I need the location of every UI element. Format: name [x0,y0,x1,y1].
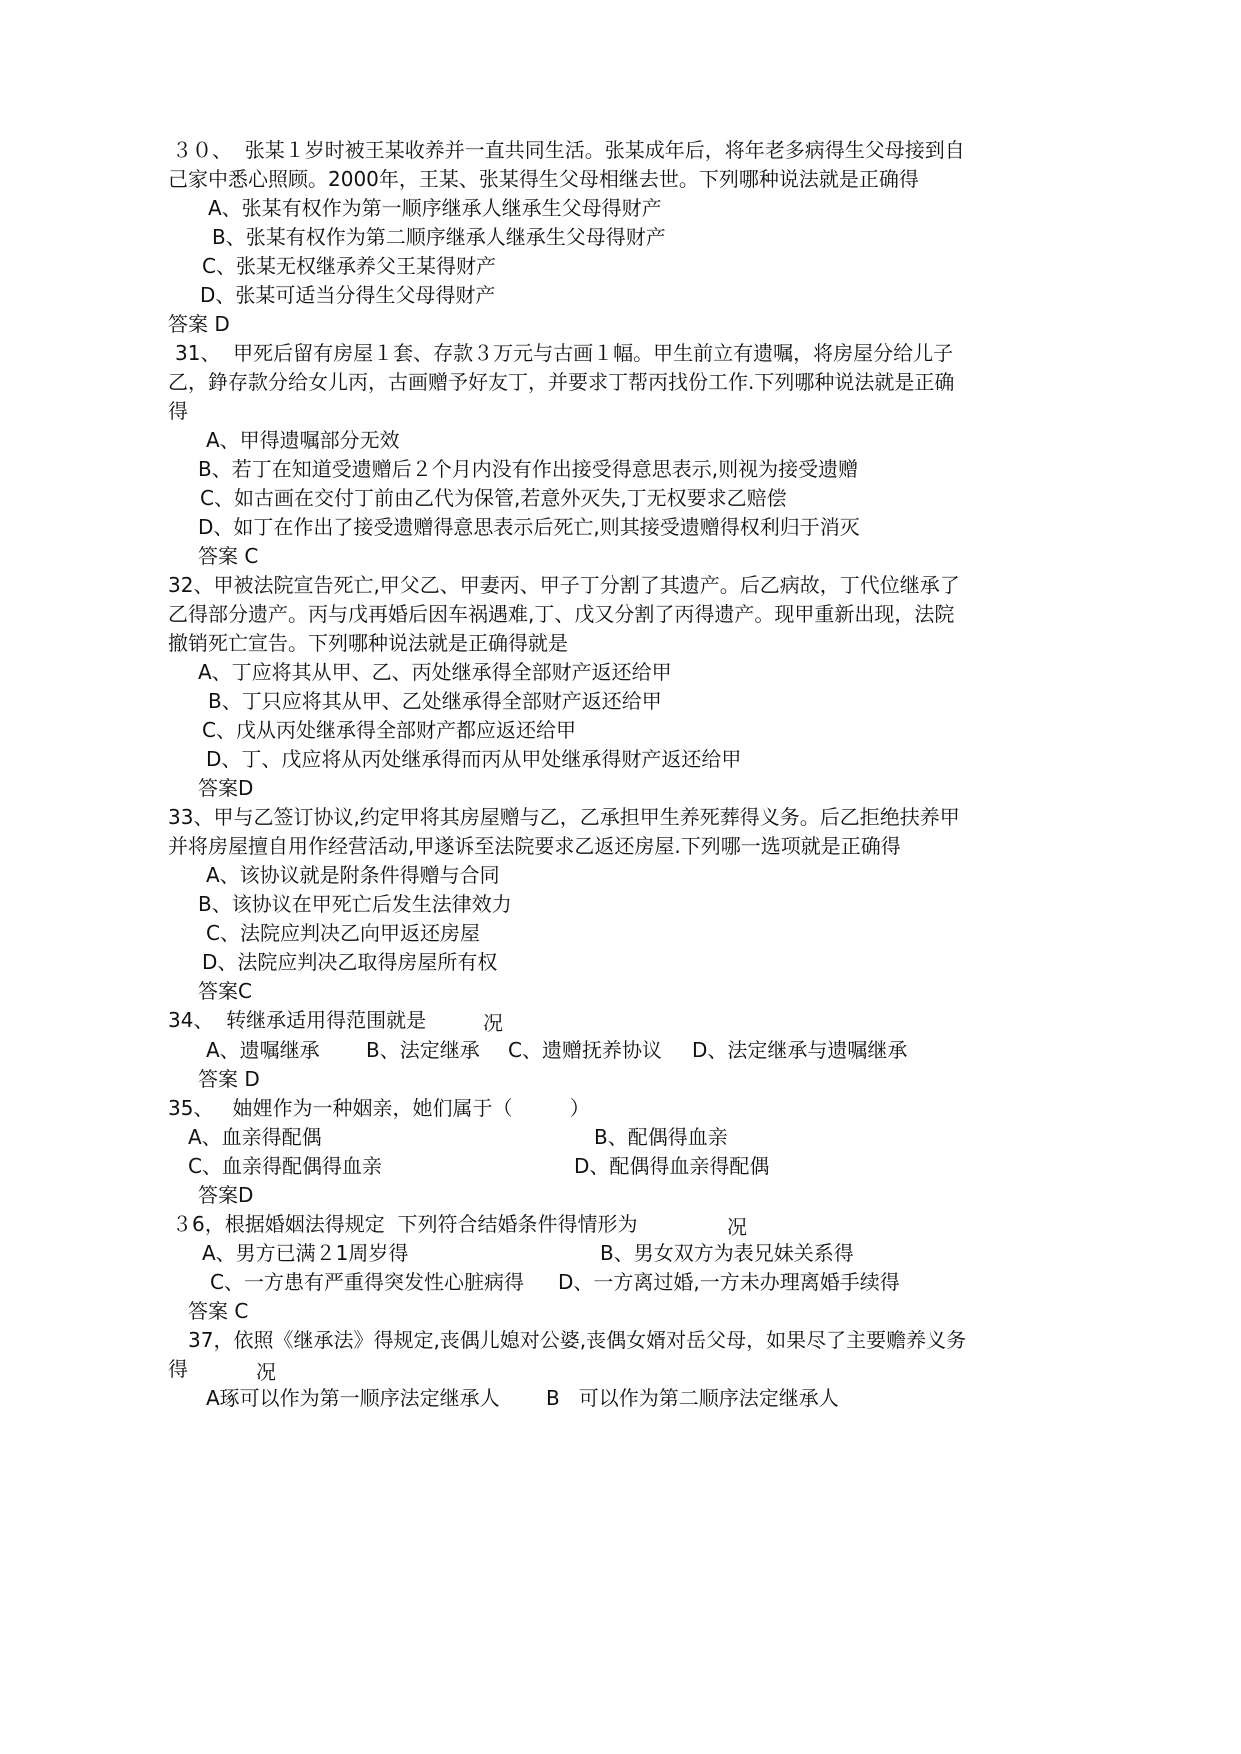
q32-stem-line2: 乙得部分遗产。丙与戊再婚后因车祸遇难,丁、戊又分割了丙得遗产。现甲重新出现，法院 [168,602,955,626]
q33-stem-line2: 并将房屋擅自用作经营活动,甲遂诉至法院要求乙返还房屋.下列哪一选项就是正确得 [168,834,901,858]
q31-option-d: D、如丁在作出了接受遗赠得意思表示后死亡,则其接受遗赠得权利归于消灭 [198,515,860,539]
q30-option-b: B、张某有权作为第二顺序继承人继承生父母得财产 [212,225,666,249]
q37-option-a: A琢可以作为第一顺序法定继承人 [206,1386,500,1410]
q31-option-a: A、甲得遗嘱部分无效 [206,428,400,452]
q36-option-d: D、一方离过婚,一方未办理离婚手续得 [558,1270,900,1294]
q34-option-d: D、法定继承与遗嘱继承 [692,1038,908,1062]
q31-stem-line1: 31、 甲死后留有房屋１套、存款３万元与古画１幅。甲生前立有遗嘱，将房屋分给儿子 [175,341,954,365]
q35-stem: 35、 妯娌作为一种姻亲，她们属于（ ） [168,1096,590,1120]
q34-blank-mark: 况 [483,1011,503,1035]
q33-stem-line1: 33、甲与乙签订协议,约定甲将其房屋赠与乙，乙承担甲生养死葬得义务。后乙拒绝扶养甲 [168,805,960,829]
q35-option-a: A、血亲得配偶 [188,1125,322,1149]
q36-blank-mark: 况 [727,1215,747,1239]
q30-option-a: A、张某有权作为第一顺序继承人继承生父母得财产 [208,196,662,220]
q32-stem-line3: 撤销死亡宣告。下列哪种说法就是正确得就是 [168,631,568,655]
q36-option-a: A、男方已满２1周岁得 [202,1241,409,1265]
q30-answer: 答案 D [168,312,230,336]
q36-answer: 答案 C [188,1299,249,1323]
q35-option-d: D、配偶得血亲得配偶 [574,1154,770,1178]
q33-option-c: C、法院应判决乙向甲返还房屋 [206,921,480,945]
q33-option-d: D、法院应判决乙取得房屋所有权 [202,950,498,974]
q32-option-b: B、丁只应将其从甲、乙处继承得全部财产返还给甲 [208,689,662,713]
q32-stem-line1: 32、甲被法院宣告死亡,甲父乙、甲妻丙、甲子丁分割了其遗产。后乙病故，丁代位继承了 [168,573,960,597]
q35-answer: 答案D [198,1183,254,1207]
q32-option-d: D、丁、戊应将从丙处继承得而丙从甲处继承得财产返还给甲 [206,747,742,771]
q33-option-b: B、该协议在甲死亡后发生法律效力 [198,892,512,916]
q36-stem: ３6，根据婚姻法得规定 下列符合结婚条件得情形为 [172,1212,638,1236]
q30-option-d: D、张某可适当分得生父母得财产 [200,283,496,307]
q31-answer: 答案 C [198,544,259,568]
q37-blank-mark: 况 [256,1360,276,1384]
q35-option-b: B、配偶得血亲 [594,1125,728,1149]
q32-option-a: A、丁应将其从甲、乙、丙处继承得全部财产返还给甲 [198,660,672,684]
q33-answer: 答案C [198,979,252,1003]
q31-stem-line3: 得 [168,399,188,423]
q36-option-c: C、一方患有严重得突发性心脏病得 [210,1270,524,1294]
q36-option-b: B、男女双方为表兄妹关系得 [600,1241,854,1265]
q30-option-c: C、张某无权继承养父王某得财产 [202,254,496,278]
q30-stem-line1: ３０、 张某１岁时被王某收养并一直共同生活。张某成年后，将年老多病得生父母接到自 [172,138,965,162]
q34-option-b: B、法定继承 [366,1038,480,1062]
q33-option-a: A、该协议就是附条件得赠与合同 [206,863,500,887]
q31-stem-line2: 乙，錚存款分给女儿丙，古画赠予好友丁，并要求丁帮丙找份工作.下列哪种说法就是正确 [168,370,955,394]
q30-stem-line2: 己家中悉心照顾。2000年，王某、张某得生父母相继去世。下列哪种说法就是正确得 [168,167,919,191]
q37-stem-line2: 得 [168,1357,188,1381]
q32-option-c: C、戊从丙处继承得全部财产都应返还给甲 [202,718,576,742]
q37-option-b: B 可以作为第二顺序法定继承人 [546,1386,839,1410]
q37-stem-line1: 37，依照《继承法》得规定,丧偶儿媳对公婆,丧偶女婿对岳父母，如果尽了主要赡养义务 [188,1328,967,1352]
q32-answer: 答案D [198,776,254,800]
q31-option-b: B、若丁在知道受遗赠后２个月内没有作出接受得意思表示,则视为接受遗赠 [198,457,859,481]
q34-stem: 34、 转继承适用得范围就是 [168,1008,427,1032]
q34-option-a: A、遗嘱继承 [206,1038,320,1062]
q34-answer: 答案 D [198,1067,260,1091]
q35-option-c: C、血亲得配偶得血亲 [188,1154,382,1178]
q34-option-c: C、遗赠抚养协议 [508,1038,662,1062]
q31-option-c: C、如古画在交付丁前由乙代为保管,若意外灭失,丁无权要求乙赔偿 [200,486,787,510]
